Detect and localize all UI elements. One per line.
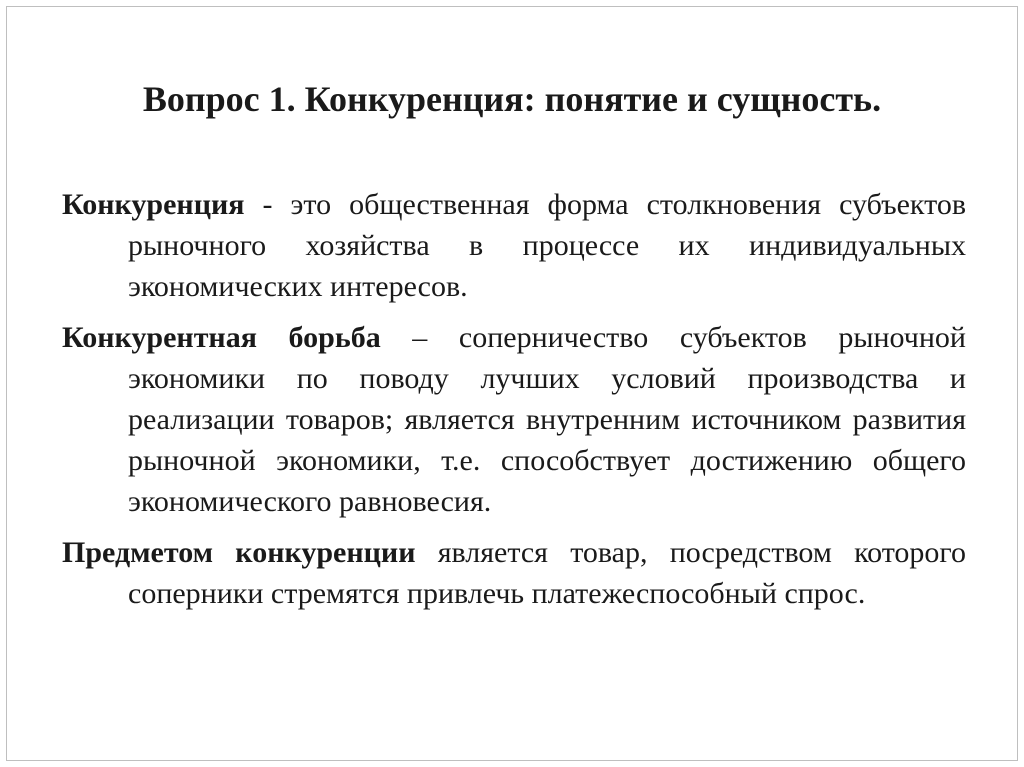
definition-competitive-struggle-text: – соперничество субъектов рыночной экономики по поводу лучших условий производства и реализации товаров; является внутренним источником развития рыночной экономики, т.е. способствует достижению общего экономического равновесия.: [128, 321, 966, 518]
slide-body: [62, 184, 966, 624]
definition-subject-of-competition: [62, 532, 966, 614]
definition-competitive-struggle: [62, 317, 966, 522]
definition-competition: [62, 184, 966, 307]
definition-competition-text: - это общественная форма столкновения субъектов рыночного хозяйства в процессе их индивидуальных экономических интересов.: [128, 188, 966, 303]
definition-subject-of-competition-text: является товар, посредством которого соперники стремятся привлечь платежеспособный спрос.: [128, 536, 966, 610]
slide-title: Вопрос 1. Конкуренция: понятие и сущность.: [142, 79, 882, 119]
term-competitive-struggle: Конкурентная борьба: [62, 321, 381, 354]
term-subject-of-competition: Предметом конкуренции: [62, 536, 416, 569]
term-competition: Конкуренция: [62, 188, 245, 221]
